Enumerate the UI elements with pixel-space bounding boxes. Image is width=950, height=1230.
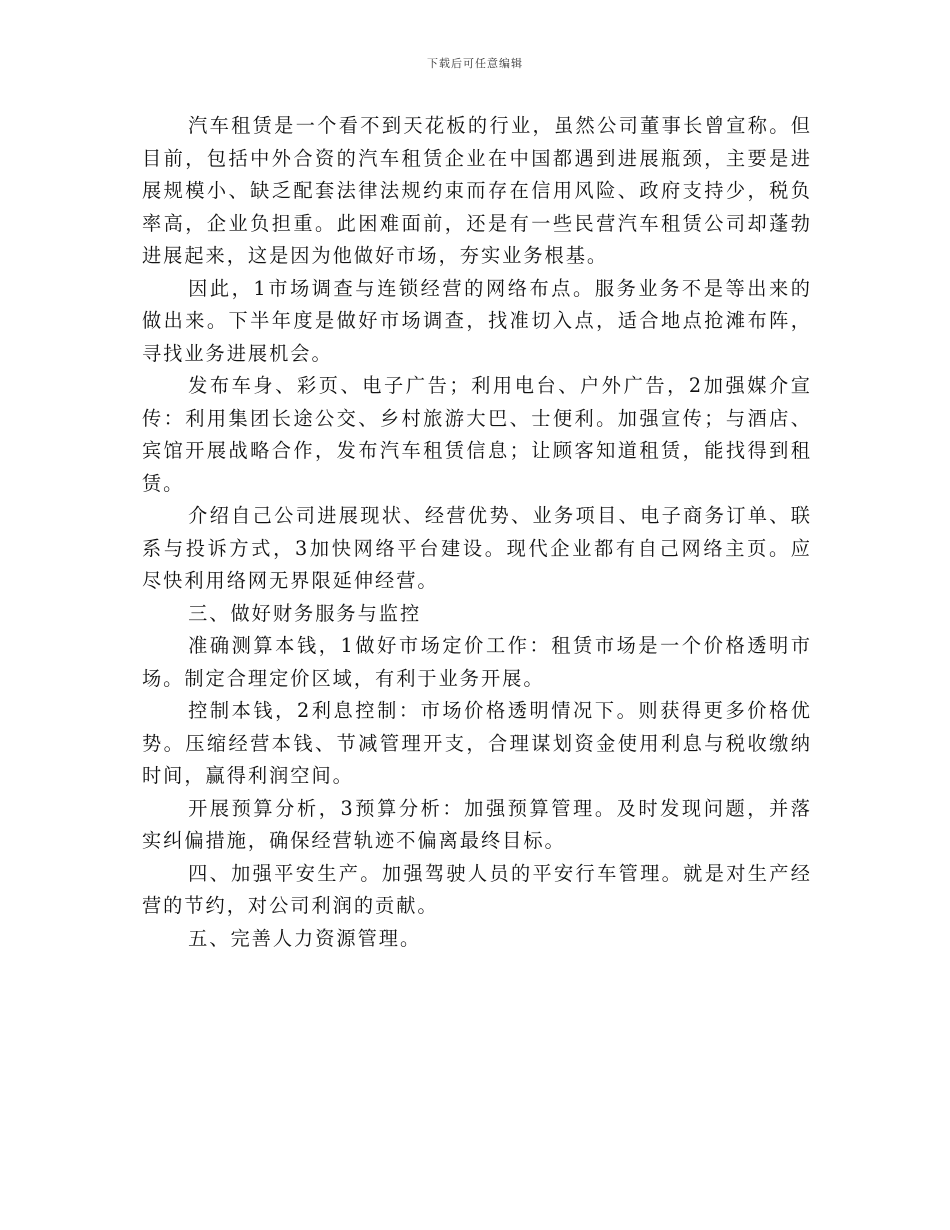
paragraph-8: 开展预算分析，3预算分析：加强预算管理。及时发现问题，并落实纠偏措施，确保经营轨迹不偏离最终目标。 bbox=[142, 796, 812, 852]
paragraph-4: 介绍自己公司进展现状、经营优势、业务项目、电子商务订单、联系与投诉方式，3加快网络平台建设。现代企业都有自己网络主页。应尽快利用络网无界限延伸经营。 bbox=[142, 504, 812, 592]
paragraph-2: 因此，1市场调查与连锁经营的网络布点。服务业务不是等出来的做出来。下半年度是做好市场调查，找准切入点，适合地点抢滩布阵，寻找业务进展机会。 bbox=[142, 276, 812, 365]
paragraph-7: 控制本钱，2利息控制：市场价格透明情况下。则获得更多价格优势。压缩经营本钱、节减管理开支，合理谋划资金使用利息与税收缴纳时间，赢得利润空间。 bbox=[142, 699, 812, 787]
paragraph-safety: 四、加强平安生产。加强驾驶人员的平安行车管理。就是对生产经营的节约，对公司利润的贡献。 bbox=[142, 861, 812, 917]
document-body bbox=[142, 110, 812, 955]
paragraph-3: 发布车身、彩页、电子广告；利用电台、户外广告，2加强媒介宣传：利用集团长途公交、乡村旅游大巴、士便利。加强宣传；与酒店、宾馆开展战略合作，发布汽车租赁信息；让顾客知道租赁，能找得到租赁。 bbox=[142, 374, 812, 495]
paragraph-6: 准确测算本钱，1做好市场定价工作：租赁市场是一个价格透明市场。制定合理定价区域，有利于业务开展。 bbox=[142, 634, 812, 690]
page-header: 下载后可任意编辑 bbox=[427, 57, 523, 70]
section-heading-finance: 三、做好财务服务与监控 bbox=[188, 601, 422, 625]
paragraph-hr: 五、完善人力资源管理。 bbox=[188, 926, 422, 950]
paragraph-1: 汽车租赁是一个看不到天花板的行业，虽然公司董事长曾宣称。但目前，包括中外合资的汽车租赁企业在中国都遇到进展瓶颈，主要是进展规模小、缺乏配套法律法规约束而存在信用风险、政府支持少，税负率高，企业负担重。此困难面前，还是有一些民营汽车租赁公司却蓬勃进展起来，这是因为他做好市场，夯实业务根基。 bbox=[142, 114, 812, 267]
